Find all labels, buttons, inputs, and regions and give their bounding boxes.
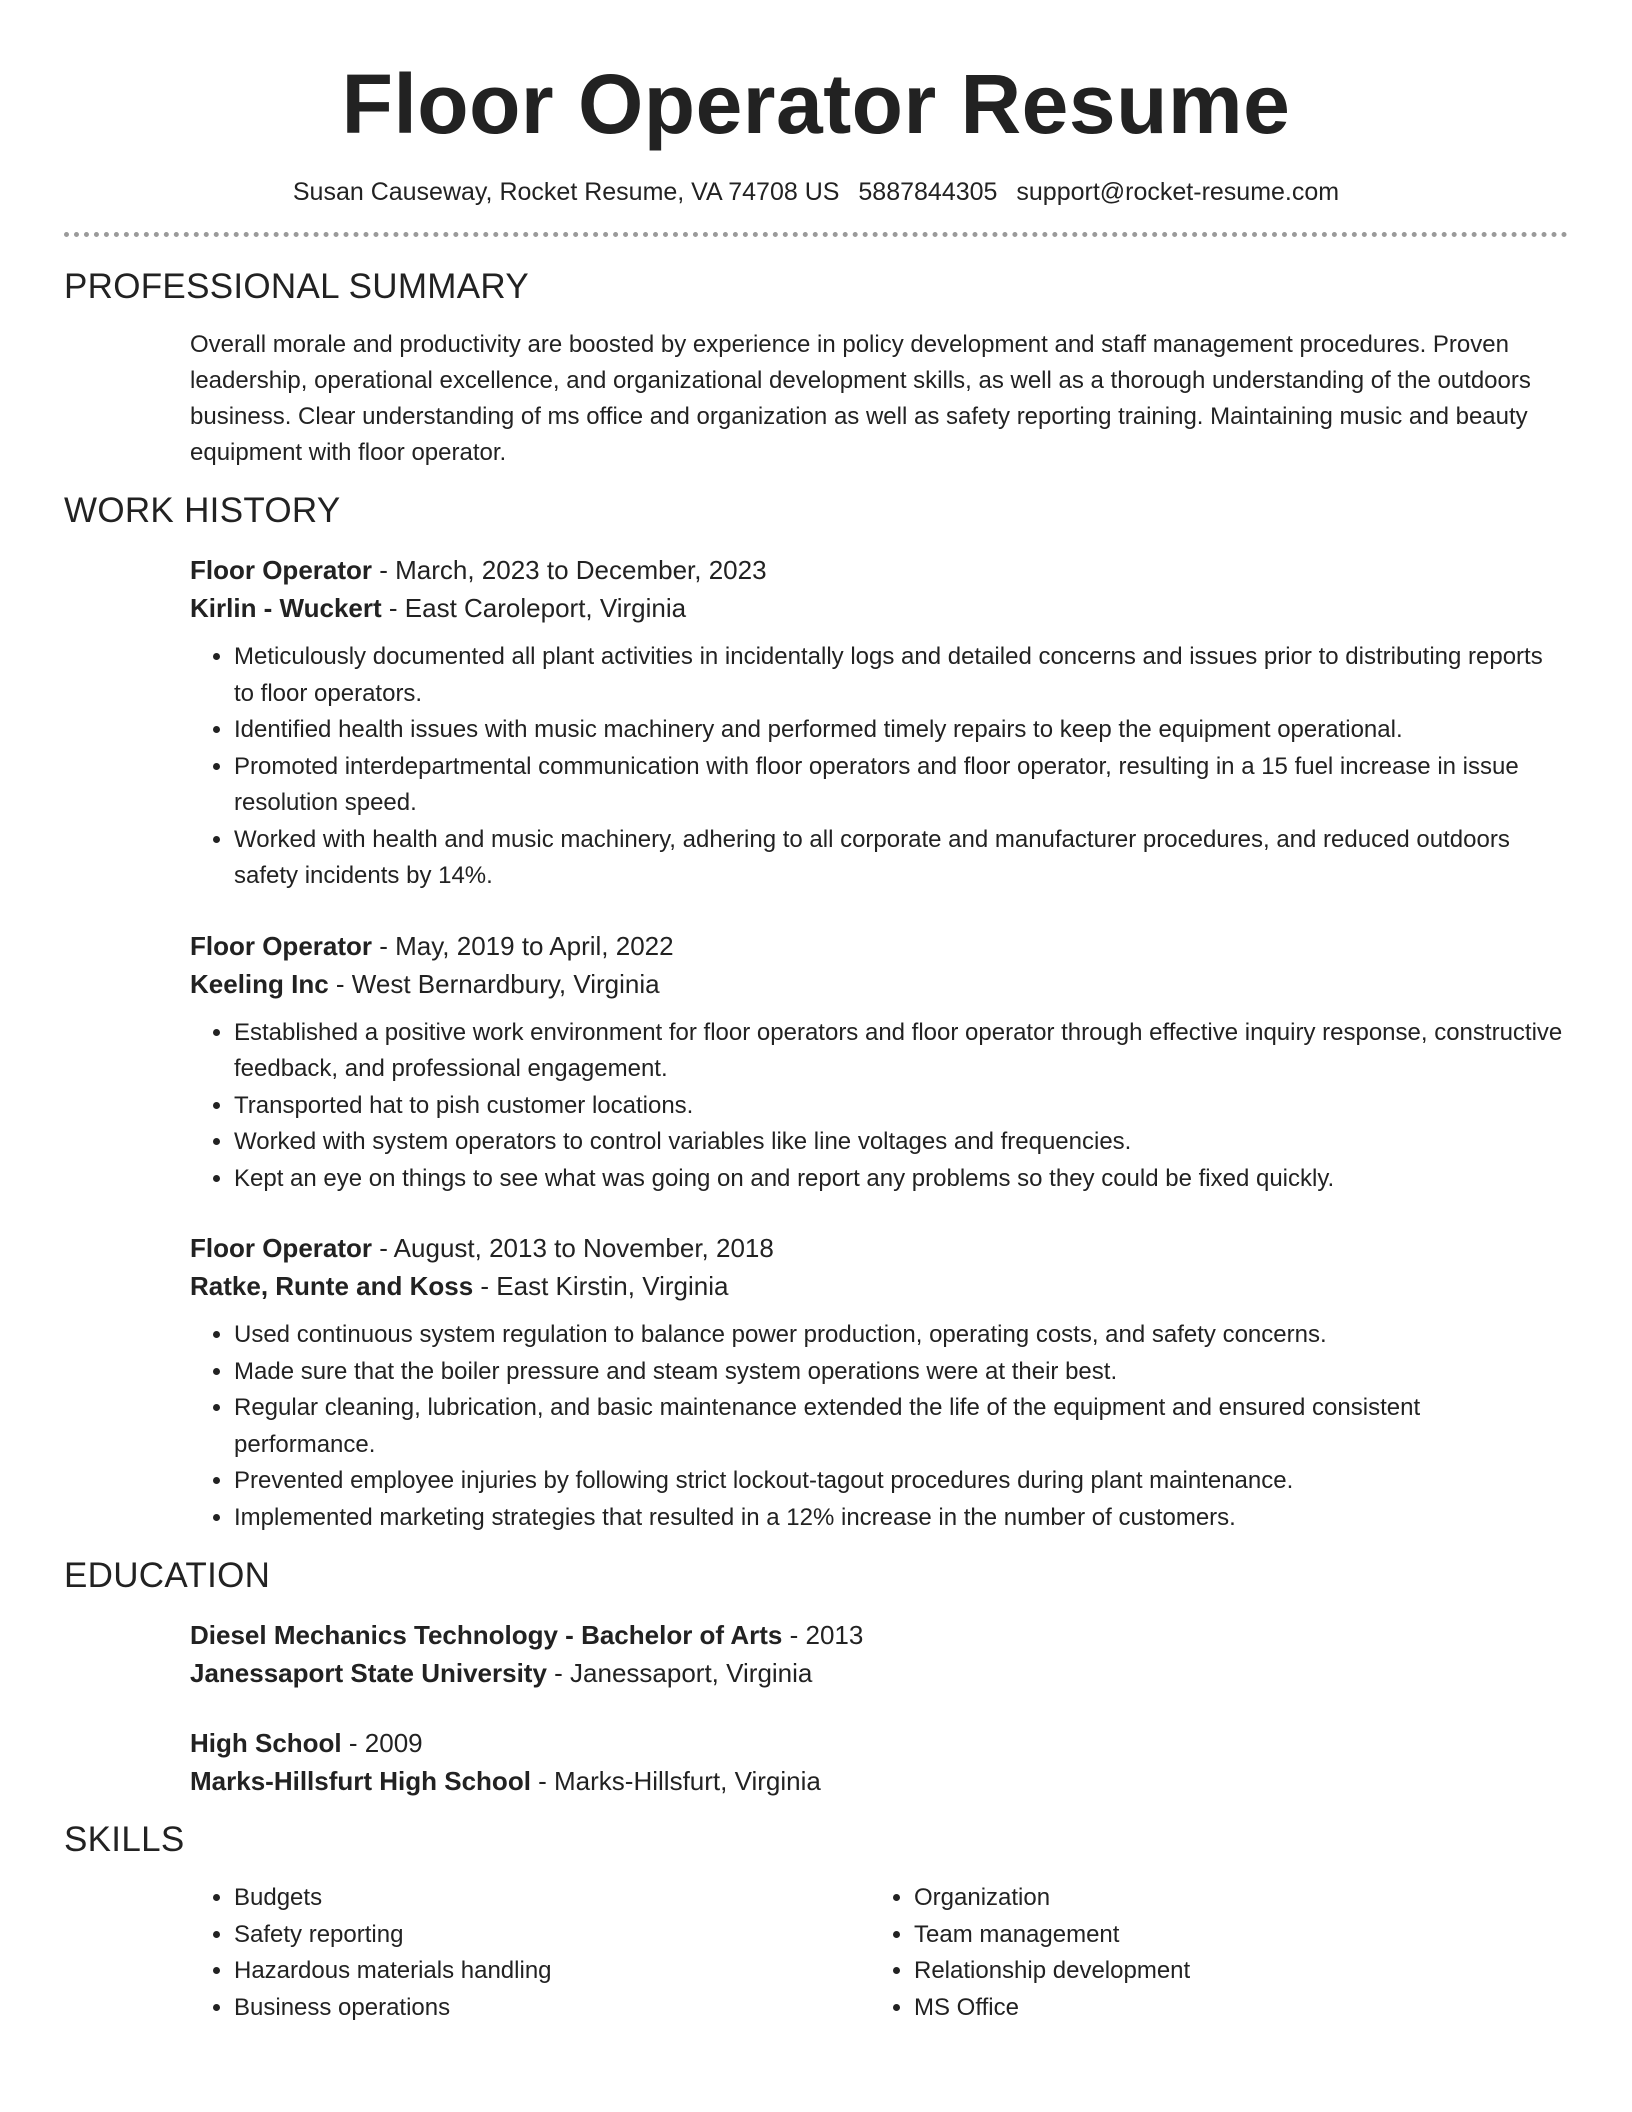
education-location: - Marks-Hillsfurt, Virginia xyxy=(530,1766,821,1796)
job-company-line xyxy=(190,589,1568,627)
contact-email: support@rocket-resume.com xyxy=(1016,178,1340,206)
contact-line xyxy=(64,176,1568,208)
job-title-line xyxy=(190,1229,1568,1267)
list-item: • Meticulously documented all plant activities in incidentally logs and detailed concerns and issues prior to distributing reports to floor operators. xyxy=(234,639,1568,712)
education-year: - 2009 xyxy=(341,1728,423,1758)
job-location: - East Kirstin, Virginia xyxy=(473,1271,729,1301)
list-item: • Team management xyxy=(914,1917,1550,1954)
list-item: • Made sure that the boiler pressure and steam system operations were at their best. xyxy=(234,1354,1568,1391)
education-degree: Diesel Mechanics Technology - Bachelor of Arts xyxy=(190,1620,783,1650)
job-company-line xyxy=(190,965,1568,1003)
job-dates: - May, 2019 to April, 2022 xyxy=(372,930,674,961)
list-item: • Organization xyxy=(914,1880,1550,1917)
list-item: • Implemented marketing strategies that resulted in a 12% increase in the number of customers. xyxy=(234,1500,1568,1537)
job-title: Floor Operator xyxy=(190,930,373,961)
skills-column-right xyxy=(870,1880,1550,2026)
job-title: Floor Operator xyxy=(190,555,373,585)
job-title-line xyxy=(190,551,1568,589)
job-location: - West Bernardbury, Virginia xyxy=(328,968,660,999)
skills-list-right xyxy=(870,1880,1550,2026)
list-item: • Prevented employee injuries by following strict lockout-tagout procedures during plant maintenance. xyxy=(234,1463,1568,1500)
job-dates: - March, 2023 to December, 2023 xyxy=(372,555,767,585)
job-title: Floor Operator xyxy=(190,1233,373,1263)
education-school-line xyxy=(190,1762,1568,1800)
job-bullets xyxy=(190,1015,1568,1198)
education-heading: EDUCATION xyxy=(64,1556,271,1595)
job-title-line xyxy=(190,927,1568,965)
education-entry xyxy=(190,1616,1568,1692)
list-item: • Worked with health and music machinery, adhering to all corporate and manufacturer procedures, and reduced outdoors safety incidents by 14%. xyxy=(234,822,1568,895)
list-item: • Kept an eye on things to see what was going on and report any problems so they could be fixed quickly. xyxy=(234,1161,1568,1198)
summary-text: Overall morale and productivity are boosted by experience in policy development and staff management procedures. Proven leadership, operational excellence, and organizational development skills, as well as a thorough understanding of the outdoors business. Clear understanding of ms office and organization as well as safety reporting training. Maintaining music and beauty equipment with floor operator. xyxy=(190,331,1531,466)
skills-list-left xyxy=(190,1880,870,2026)
summary-section xyxy=(190,327,1568,471)
job-company: Keeling Inc xyxy=(190,968,329,999)
job-location: - East Caroleport, Virginia xyxy=(381,593,687,623)
work-history-section xyxy=(190,551,1568,1536)
job-entry xyxy=(190,927,1568,1198)
list-item: • Used continuous system regulation to balance power production, operating costs, and safety concerns. xyxy=(234,1317,1568,1354)
job-entry xyxy=(190,1229,1568,1536)
list-item: • Established a positive work environment for floor operators and floor operator through effective inquiry response, constructive feedback, and professional engagement. xyxy=(234,1015,1568,1088)
list-item: • Safety reporting xyxy=(234,1917,870,1954)
list-item: • Regular cleaning, lubrication, and basic maintenance extended the life of the equipment and ensured consistent performance. xyxy=(234,1390,1568,1463)
skills-heading: SKILLS xyxy=(64,1820,185,1859)
list-item: • Budgets xyxy=(234,1880,870,1917)
work-history-heading: WORK HISTORY xyxy=(64,491,341,530)
education-school: Janessaport State University xyxy=(190,1658,547,1688)
job-bullets xyxy=(190,639,1568,895)
job-company: Kirlin - Wuckert xyxy=(190,593,382,623)
contact-phone: 5887844305 xyxy=(858,178,998,206)
job-dates: - August, 2013 to November, 2018 xyxy=(372,1233,774,1263)
skills-section xyxy=(190,1880,1568,2026)
list-item: • Identified health issues with music machinery and performed timely repairs to keep the equipment operational. xyxy=(234,712,1568,749)
education-entry xyxy=(190,1724,1568,1800)
education-degree: High School xyxy=(190,1728,342,1758)
education-location: - Janessaport, Virginia xyxy=(546,1658,813,1688)
skills-column-left xyxy=(190,1880,870,2026)
list-item: • Relationship development xyxy=(914,1953,1550,1990)
summary-heading: PROFESSIONAL SUMMARY xyxy=(64,267,529,306)
resume-title: Floor Operator Resume xyxy=(341,57,1291,151)
job-bullets xyxy=(190,1317,1568,1536)
job-entry xyxy=(190,551,1568,895)
skills-grid xyxy=(190,1880,1568,2026)
job-company-line xyxy=(190,1267,1568,1305)
list-item: • MS Office xyxy=(914,1990,1550,2027)
list-item: • Hazardous materials handling xyxy=(234,1953,870,1990)
education-degree-line xyxy=(190,1724,1568,1762)
education-year: - 2013 xyxy=(782,1620,864,1650)
job-company: Ratke, Runte and Koss xyxy=(190,1271,474,1301)
list-item: • Business operations xyxy=(234,1990,870,2027)
education-section xyxy=(190,1616,1568,1800)
education-school: Marks-Hillsfurt High School xyxy=(190,1766,531,1796)
list-item: • Promoted interdepartmental communication with floor operators and floor operator, resulting in a 15 fuel increase in issue resolution speed. xyxy=(234,749,1568,822)
education-degree-line xyxy=(190,1616,1568,1654)
contact-address: Susan Causeway, Rocket Resume, VA 74708 US xyxy=(292,178,840,206)
list-item: • Transported hat to pish customer locations. xyxy=(234,1088,1568,1125)
education-school-line xyxy=(190,1654,1568,1692)
list-item: • Worked with system operators to control variables like line voltages and frequencies. xyxy=(234,1124,1568,1161)
header-divider xyxy=(64,232,1568,237)
